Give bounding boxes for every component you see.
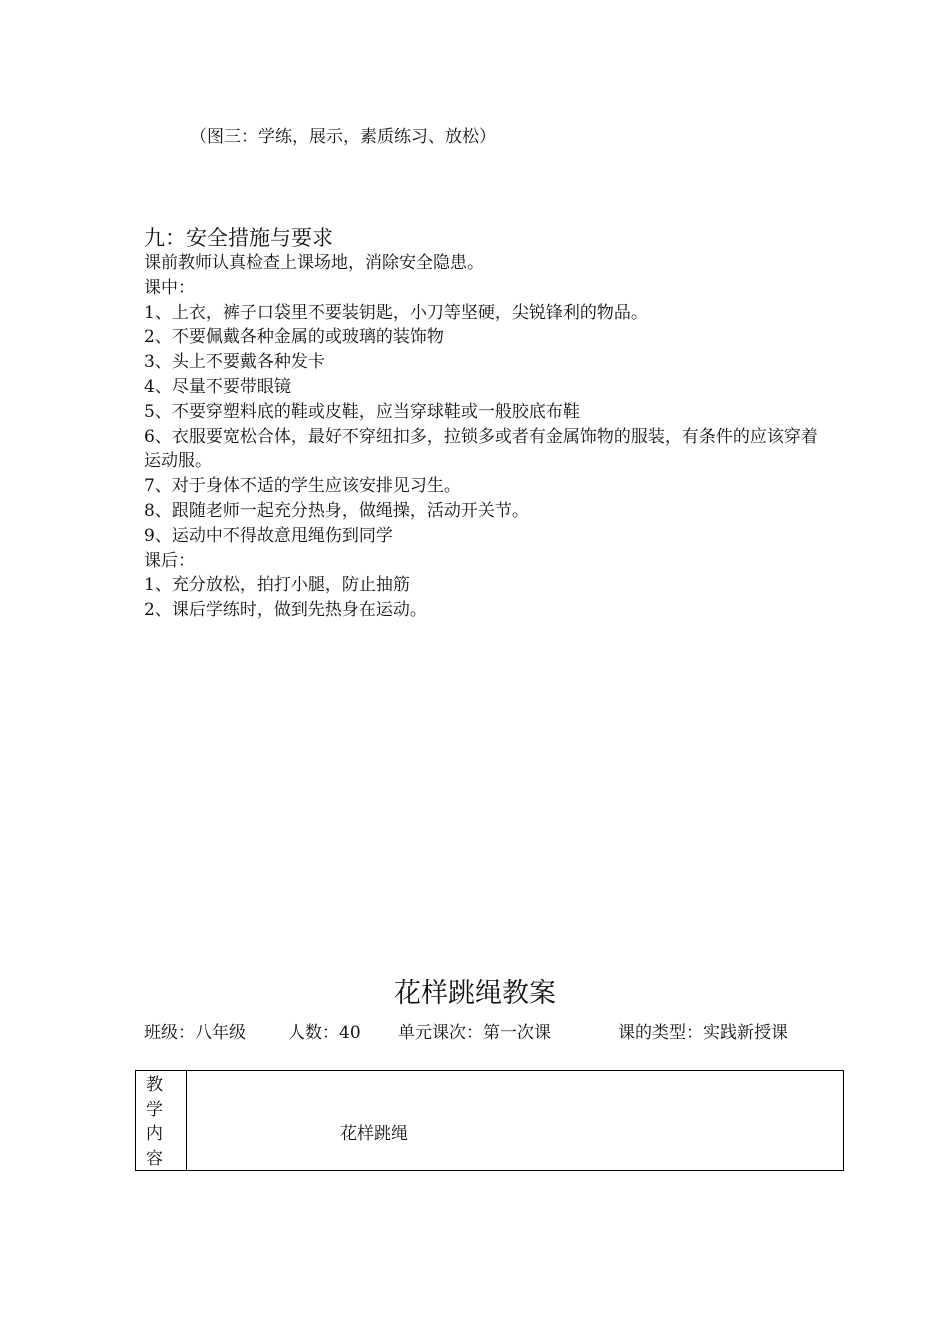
safety-item: 2、课后学练时，做到先热身在运动。 (144, 600, 427, 621)
lesson-plan-title: 花样跳绳教案 (394, 978, 556, 1009)
label-char: 学 (146, 1099, 163, 1120)
student-count: 人数：40 (288, 1023, 361, 1043)
label-char: 教 (146, 1075, 163, 1095)
class-info: 班级：八年级 (144, 1023, 246, 1043)
safety-item: 1、充分放松，拍打小腿，防止抽筋 (144, 575, 410, 596)
safety-item: 1、上衣，裤子口袋里不要装钥匙，小刀等坚硬，尖锐锋利的物品。 (144, 302, 648, 323)
lesson-info-row (144, 1020, 788, 1046)
safety-item: 3、头上不要戴各种发卡 (144, 352, 325, 373)
label-char: 容 (146, 1148, 163, 1169)
safety-item: 4、尽量不要带眼镜 (144, 376, 291, 397)
safety-item: 6、衣服要宽松合体，最好不穿纽扣多，拉锁多或者有金属饰物的服装，有条件的应该穿着运动服。 (144, 426, 818, 472)
safety-subheading-during-class: 课中： (144, 277, 195, 298)
teaching-content-table (135, 1070, 844, 1171)
unit-lesson: 单元课次：第一次课 (398, 1023, 551, 1043)
safety-item: 8、跟随老师一起充分热身，做绳操，活动开关节。 (144, 500, 529, 521)
safety-item: 5、不要穿塑料底的鞋或皮鞋，应当穿球鞋或一般胶底布鞋 (144, 401, 580, 422)
safety-item: 2、不要佩戴各种金属的或玻璃的装饰物 (144, 327, 444, 348)
safety-section-heading: 九：安全措施与要求 (144, 226, 333, 250)
label-char: 内 (146, 1124, 163, 1144)
safety-item: 9、运动中不得故意甩绳伤到同学 (144, 525, 393, 546)
lesson-type: 课的类型：实践新授课 (618, 1023, 788, 1043)
safety-item: 7、对于身体不适的学生应该安排见习生。 (144, 476, 461, 497)
figure-caption: （图三：学练，展示，素质练习、放松） (190, 127, 496, 147)
safety-line-pre-class: 课前教师认真检查上课场地，消除安全隐患。 (144, 253, 484, 273)
teaching-content-label-cell (136, 1071, 187, 1170)
safety-subheading-after-class: 课后： (144, 550, 195, 571)
teaching-content-value: 花样跳绳 (340, 1124, 408, 1144)
safety-section-body (144, 251, 824, 623)
